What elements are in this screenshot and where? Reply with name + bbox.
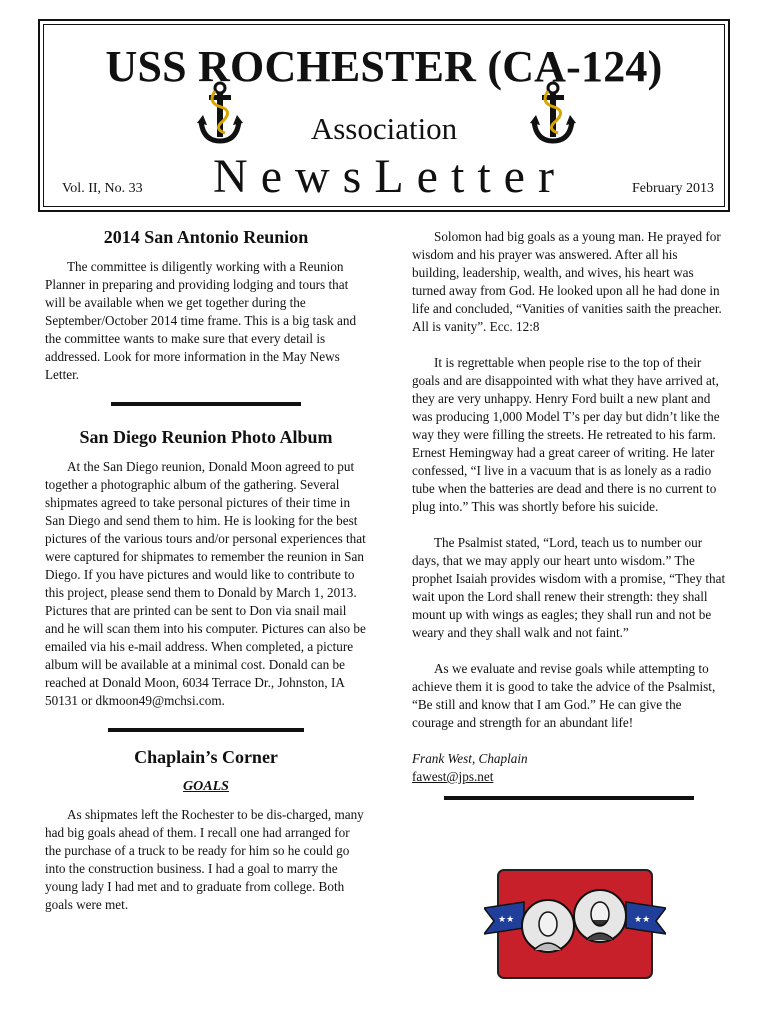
album-heading: San Diego Reunion Photo Album (79, 427, 333, 447)
volume-number: Vol. II, No. 33 (62, 181, 143, 196)
reunion-body: The committee is diligently working with a Reunion Planner in preparing and providing lodging and tours that will be available when we get together during the September/October 2014 time frame. This is a big task and the committee wants to make sure that every detail is addressed. Look for more information in the May News Letter. (45, 259, 357, 382)
section-divider (444, 796, 694, 800)
newsletter-title: USS ROCHESTER (CA-124) (105, 42, 663, 91)
anchor-icon (530, 81, 576, 147)
newsletter-label: NewsLetter (213, 150, 567, 203)
right-column (412, 228, 726, 800)
issue-date: February 2013 (631, 181, 714, 196)
left-column (45, 228, 367, 932)
svg-text:★★: ★★ (498, 914, 515, 924)
album-body: At the San Diego reunion, Donald Moon agreed to put together a photographic album of the gathering. Several shipmates agreed to take personal pictures of their time in San Diego and send them to him. He is looking for the best pictures of the various tours and/or personal experiences that were captured for shipmates to remember the reunion in San Diego. If you have pictures and would like to contribute to this project, please send them to Donald by March 1, 2013. Pictures that are printed can be sent to Don via snail mail and he will scan them into his computer. Pictures can also be emailed via his e-mail address. When completed, a picture album will be available at a minimal cost. Donald can be reached at Donald Moon, 6034 Terrace Dr., Johnston, IA 50131 or dkmoon49@mchsi.com. (45, 459, 366, 708)
chaplain-heading: Chaplain’s Corner (134, 747, 278, 767)
chaplain-signature: Frank West, Chaplain (412, 751, 528, 766)
reunion-heading: 2014 San Antonio Reunion (103, 227, 309, 247)
anchor-icon (197, 81, 243, 147)
svg-text:★★: ★★ (634, 914, 651, 924)
goals-subheading: GOALS (183, 779, 229, 794)
psalmist-paragraph: The Psalmist stated, “Lord, teach us to number our days, that we may apply our heart unto wisdom.” The prophet Isaiah provides wisdom with a promise, “They that wait upon the Lord shall renew their strength: they shall mount up with wings as eagles; they shall run and not be weary and they shall walk and not faint.” (412, 535, 726, 640)
masthead (38, 19, 730, 212)
association-label: Association (310, 111, 458, 146)
solomon-paragraph: Solomon had big goals as a young man. He prayed for wisdom and his prayer was answered. After all his building, leadership, wealth, and wives, his heart was turned away from God. He looked upon all he had done in life and concluded, “Vanities of vanities saith the preacher. All is vanity”. Ecc. 12:8 (412, 229, 722, 334)
chaplain-body: As shipmates left the Rochester to be dis-charged, many had big goals ahead of them. I recall one had arranged for the purchase of a truck to be ready for him so he could go into the construction business. I had a goal to marry the young lady I had met and to graduate from college. Both goals were met. (45, 807, 364, 912)
evaluate-paragraph: As we evaluate and revise goals while attempting to achieve them it is good to take the advice of the Psalmist, “Be still and know that I am God.” He can give the courage and strength for an abundant life! (412, 661, 716, 730)
chaplain-email-link[interactable]: fawest@jps.net (412, 769, 494, 784)
regret-paragraph: It is regrettable when people rise to the top of their goals and are disappointed with what they have arrived at, they are very unhappy. Henry Ford built a new plant and was producing 1,000 Model T’s per day but didn’t like the way they were filling the streets. He retreated to his farm. Ernest Hemingway had a great career of writing. He later confessed, “I live in a vacuum that is as lonely as a radio tube when the batteries are dead and there is no current to plug into.” This was shortly before his suicide. (412, 355, 720, 514)
section-divider (108, 728, 304, 732)
presidents-day-emblem (484, 868, 666, 982)
section-divider (111, 402, 301, 406)
